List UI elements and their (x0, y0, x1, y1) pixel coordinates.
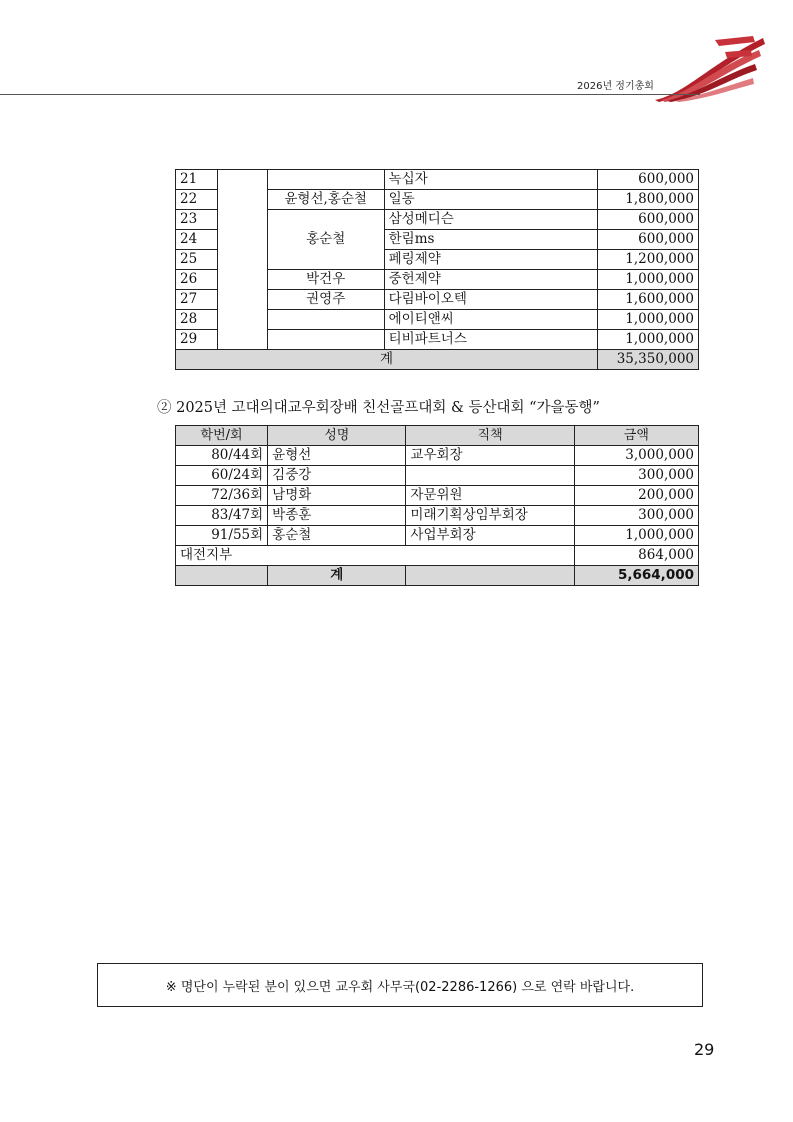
company-cell: 삼성메디슨 (384, 210, 597, 230)
name-cell: 홍순철 (267, 210, 384, 270)
branch-amount: 864,000 (574, 546, 698, 566)
table-row (176, 506, 699, 526)
amount-cell: 600,000 (598, 170, 699, 190)
branch-label: 대전지부 (176, 546, 575, 566)
class-cell: 83/47회 (176, 506, 268, 526)
header-title: 2026년 정기총회 (577, 81, 654, 92)
position-cell: 자문위원 (406, 486, 574, 506)
class-cell: 80/44회 (176, 446, 268, 466)
table-row (176, 170, 699, 190)
row-number: 25 (176, 250, 218, 270)
name-cell: 김중강 (268, 466, 406, 486)
branch-row (176, 546, 699, 566)
page-number: 29 (694, 1040, 715, 1059)
golf-donation-table (175, 425, 699, 586)
amount-cell: 1,800,000 (598, 190, 699, 210)
amount-cell: 1,200,000 (598, 250, 699, 270)
name-cell (267, 330, 384, 350)
row-number: 21 (176, 170, 218, 190)
company-cell: 녹십자 (384, 170, 597, 190)
notice-text: ※ 명단이 누락된 분이 있으면 교우회 사무국(02-2286-1266) 으로 연락 바랍니다. (165, 979, 635, 995)
name-cell: 윤형선,홍순철 (267, 190, 384, 210)
wave-logo-icon (655, 34, 767, 102)
column-header-position: 직책 (406, 426, 574, 446)
amount-cell: 300,000 (574, 466, 698, 486)
table-header-row (176, 426, 699, 446)
column-header-class: 학번/회 (176, 426, 268, 446)
sponsor-table (175, 169, 699, 370)
amount-cell: 200,000 (574, 486, 698, 506)
total-amount: 5,664,000 (574, 566, 698, 586)
name-cell (267, 310, 384, 330)
row-number: 29 (176, 330, 218, 350)
row-number: 26 (176, 270, 218, 290)
class-cell: 91/55회 (176, 526, 268, 546)
total-blank-cell (406, 566, 574, 586)
name-cell: 박종훈 (268, 506, 406, 526)
position-cell: 교우회장 (406, 446, 574, 466)
position-cell: 사업부회장 (406, 526, 574, 546)
section-title: ② 2025년 고대의대교우회장배 친선골프대회 & 등산대회 “가을동행” (157, 400, 600, 416)
company-cell: 다림바이오텍 (384, 290, 597, 310)
name-cell: 홍순철 (268, 526, 406, 546)
amount-cell: 600,000 (598, 210, 699, 230)
name-cell: 박건우 (267, 270, 384, 290)
header-divider (0, 94, 700, 95)
total-blank-cell (176, 566, 268, 586)
table-row (176, 526, 699, 546)
company-cell: 한림ms (384, 230, 597, 250)
company-cell: 일동 (384, 190, 597, 210)
total-amount: 35,350,000 (598, 350, 699, 370)
table-row (176, 446, 699, 466)
notice-box (97, 963, 703, 1007)
row-number: 23 (176, 210, 218, 230)
amount-cell: 1,000,000 (574, 526, 698, 546)
name-cell (267, 170, 384, 190)
amount-cell: 300,000 (574, 506, 698, 526)
company-cell: 페링제약 (384, 250, 597, 270)
position-cell: 미래기획상임부회장 (406, 506, 574, 526)
company-cell: 중헌제약 (384, 270, 597, 290)
amount-cell: 600,000 (598, 230, 699, 250)
row-number: 24 (176, 230, 218, 250)
class-cell: 72/36회 (176, 486, 268, 506)
table-row (176, 466, 699, 486)
row-number: 22 (176, 190, 218, 210)
row-number: 27 (176, 290, 218, 310)
company-cell: 티비파트너스 (384, 330, 597, 350)
position-cell (406, 466, 574, 486)
amount-cell: 1,600,000 (598, 290, 699, 310)
row-number: 28 (176, 310, 218, 330)
column-header-name: 성명 (268, 426, 406, 446)
name-cell: 권영주 (267, 290, 384, 310)
column-header-amount: 금액 (574, 426, 698, 446)
total-row (176, 566, 699, 586)
name-cell: 윤형선 (268, 446, 406, 466)
company-cell: 에이티앤씨 (384, 310, 597, 330)
amount-cell: 1,000,000 (598, 330, 699, 350)
total-label: 계 (268, 566, 406, 586)
table-row (176, 486, 699, 506)
class-cell: 60/24회 (176, 466, 268, 486)
amount-cell: 3,000,000 (574, 446, 698, 466)
blank-cell (217, 170, 267, 350)
amount-cell: 1,000,000 (598, 270, 699, 290)
name-cell: 남명화 (268, 486, 406, 506)
amount-cell: 1,000,000 (598, 310, 699, 330)
total-row (176, 350, 699, 370)
total-label: 계 (176, 350, 598, 370)
